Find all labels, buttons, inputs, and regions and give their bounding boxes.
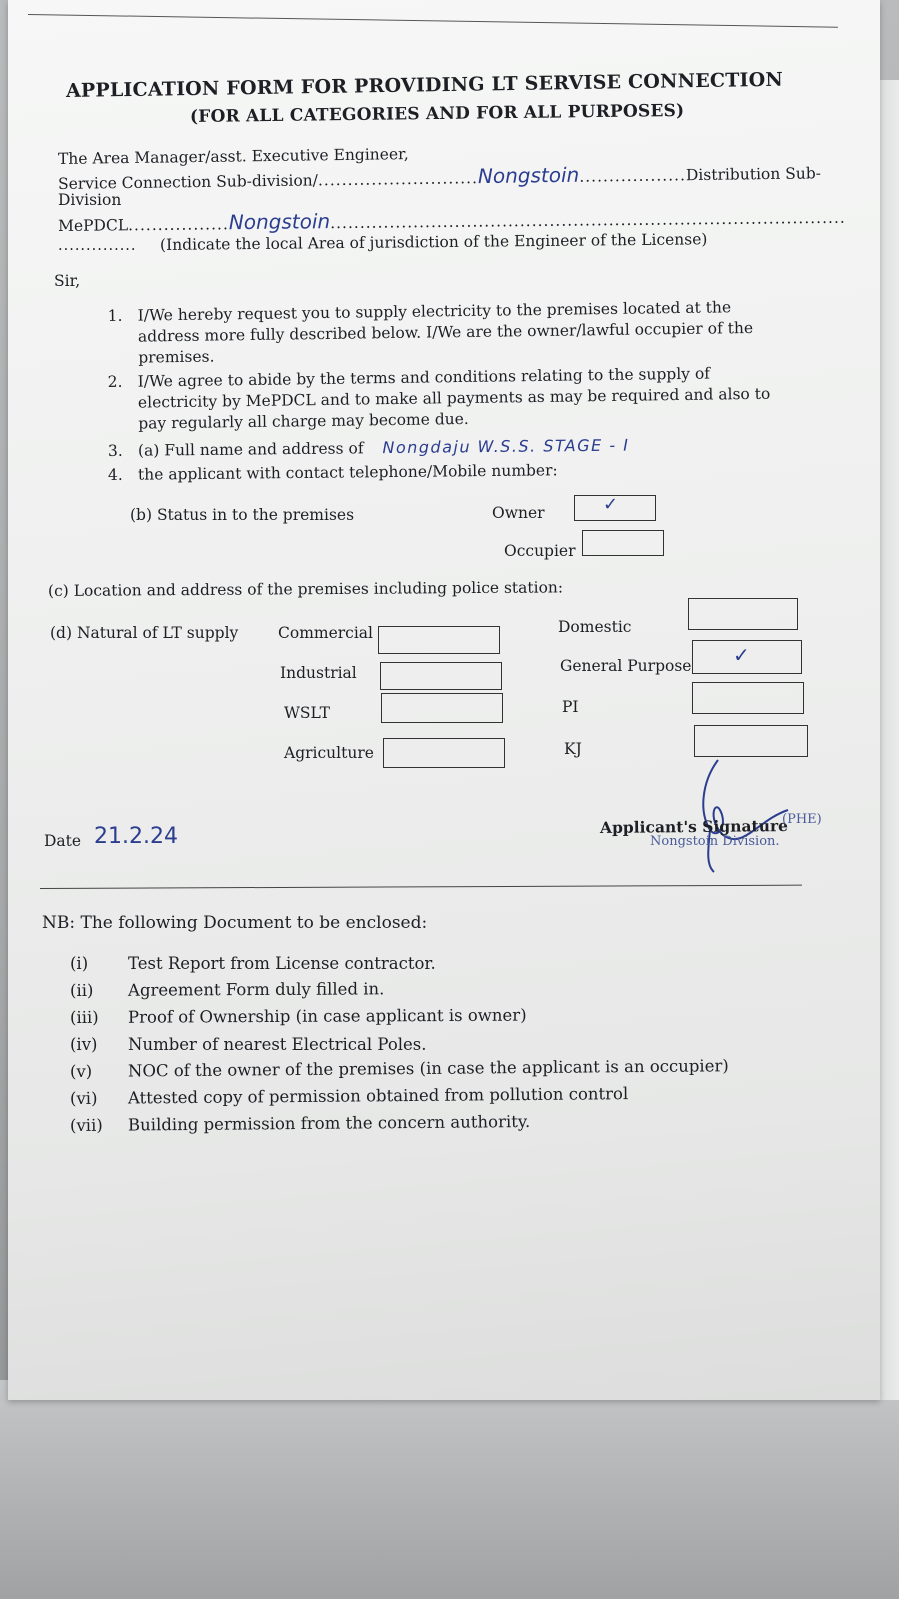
nb-heading: NB: The following Document to be enclosed: <box>42 913 428 933</box>
commercial-checkbox[interactable] <box>378 626 500 654</box>
location-label: (c) Location and address of the premises including police station: <box>47 578 564 600</box>
doc-text-3: Proof of Ownership (in case applicant is owner) <box>127 1005 527 1027</box>
item-4 <box>108 461 558 484</box>
agriculture-label: Agriculture <box>284 744 374 762</box>
pi-label: PI <box>562 698 579 716</box>
handwritten-applicant: Nongdaju W.S.S. STAGE - I <box>382 435 630 458</box>
handwritten-subdivision: Nongstoin <box>477 162 580 189</box>
divider-line <box>40 885 802 889</box>
occupier-checkbox[interactable] <box>582 530 664 556</box>
item-3 <box>108 436 630 460</box>
doc-text-2: Agreement Form duly filled in. <box>127 979 385 1000</box>
domestic-label: Domestic <box>558 618 632 636</box>
addressee-line-1: The Area Manager/asst. Executive Engineer, <box>57 145 409 168</box>
doc-num-7: (vii) <box>69 1115 103 1135</box>
doc-num-1: (i) <box>70 954 89 973</box>
salutation: Sir, <box>54 272 81 290</box>
doc-item-4 <box>70 1035 427 1054</box>
underlying-paper <box>0 1380 899 1599</box>
addressee-prefix: Service Connection Sub-division/ <box>57 171 319 193</box>
date-label: Date <box>44 832 82 850</box>
item-3-num: 3. <box>107 441 123 460</box>
subdivision-dots: ........................... <box>317 169 479 190</box>
status-label: (b) Status in to the premises <box>130 506 355 524</box>
wslt-label: WSLT <box>284 704 330 722</box>
subdivision-dots-2: .................. <box>579 166 687 186</box>
addressee-line-3: Division <box>58 191 122 209</box>
industrial-label: Industrial <box>280 664 357 682</box>
signature-scrawl <box>648 740 798 880</box>
item-2-line-2: electricity by MePDCL and to make all payments as may be required and also to <box>137 384 771 412</box>
date-value: 21.2.24 <box>94 824 178 849</box>
doc-text-7: Building permission from the concern authority. <box>127 1111 531 1135</box>
general-purpose-tick-icon: ✓ <box>733 643 750 667</box>
owner-label: Owner <box>492 504 545 522</box>
general-purpose-checkbox[interactable] <box>692 640 802 674</box>
signature-label: Applicant's Signature <box>599 816 789 837</box>
doc-text-5: NOC of the owner of the premises (in case the applicant is an occupier) <box>127 1056 729 1081</box>
short-dots: .............. <box>58 238 137 254</box>
doc-text-6: Attested copy of permission obtained from pollution control <box>127 1084 629 1108</box>
pi-checkbox[interactable] <box>692 682 804 714</box>
form-sheet <box>8 0 880 1400</box>
doc-item-1 <box>70 954 436 973</box>
jurisdiction-note: (Indicate the local Area of jurisdiction of the Engineer of the License) <box>159 230 708 254</box>
agriculture-checkbox[interactable] <box>383 738 505 768</box>
addressee-line-4 <box>58 204 846 236</box>
item-1-line-1: I/We hereby request you to supply electricity to the premises located at the <box>137 298 732 325</box>
owner-checkbox[interactable] <box>574 495 656 521</box>
stamp-line-2: Nongstoin Division. <box>650 834 780 849</box>
handwritten-mepdcl: Nongstoin <box>228 209 331 235</box>
wslt-checkbox[interactable] <box>381 693 503 723</box>
general-purpose-label: General Purpose <box>560 657 692 675</box>
doc-text-4: Number of nearest Electrical Poles. <box>128 1035 427 1054</box>
item-3-line-1: (a) Full name and address of <box>137 439 364 460</box>
kj-label: KJ <box>564 740 582 758</box>
mepdcl-dots-2: ....................................................................................... <box>330 208 846 233</box>
commercial-label: Commercial <box>278 624 374 642</box>
item-1 <box>108 297 754 369</box>
form-title: APPLICATION FORM FOR PROVIDING LT SERVISE CONNECTION <box>65 68 784 102</box>
industrial-checkbox[interactable] <box>380 662 502 690</box>
doc-text-1: Test Report from License contractor. <box>128 954 436 973</box>
doc-item-2 <box>70 979 384 1000</box>
item-1-line-3: premises. <box>138 347 215 367</box>
doc-item-5 <box>70 1056 729 1081</box>
domestic-checkbox[interactable] <box>688 598 798 630</box>
doc-item-7 <box>70 1112 530 1135</box>
item-2-num: 2. <box>107 372 123 392</box>
item-1-num: 1. <box>107 306 123 326</box>
owner-tick-icon: ✓ <box>603 494 619 515</box>
doc-num-6: (vi) <box>69 1088 98 1108</box>
supply-label: (d) Natural of LT supply <box>50 624 239 642</box>
doc-num-3: (iii) <box>69 1007 99 1027</box>
stamp-line-1: (PHE) <box>782 812 822 827</box>
item-1-line-2: address more fully described below. I/We are the owner/lawful occupier of the <box>137 318 754 346</box>
item-2 <box>108 363 771 435</box>
item-4-num: 4. <box>107 465 123 484</box>
form-subtitle: (FOR ALL CATEGORIES AND FOR ALL PURPOSES) <box>189 100 685 127</box>
doc-item-3 <box>70 1006 527 1027</box>
doc-num-2: (ii) <box>69 980 94 1000</box>
doc-num-4: (iv) <box>70 1035 98 1054</box>
doc-num-5: (v) <box>69 1061 93 1081</box>
doc-item-6 <box>70 1084 628 1108</box>
addressee-suffix: Distribution Sub- <box>685 164 822 185</box>
top-rule <box>28 14 838 28</box>
item-4-line-1: the applicant with contact telephone/Mobile number: <box>137 461 558 484</box>
mepdcl-prefix: MePDCL <box>57 216 129 235</box>
mepdcl-dots: ................. <box>127 215 229 235</box>
item-2-line-3: pay regularly all charge may become due. <box>138 409 469 433</box>
item-2-line-1: I/We agree to abide by the terms and conditions relating to the supply of <box>137 364 711 391</box>
occupier-label: Occupier <box>504 542 576 560</box>
